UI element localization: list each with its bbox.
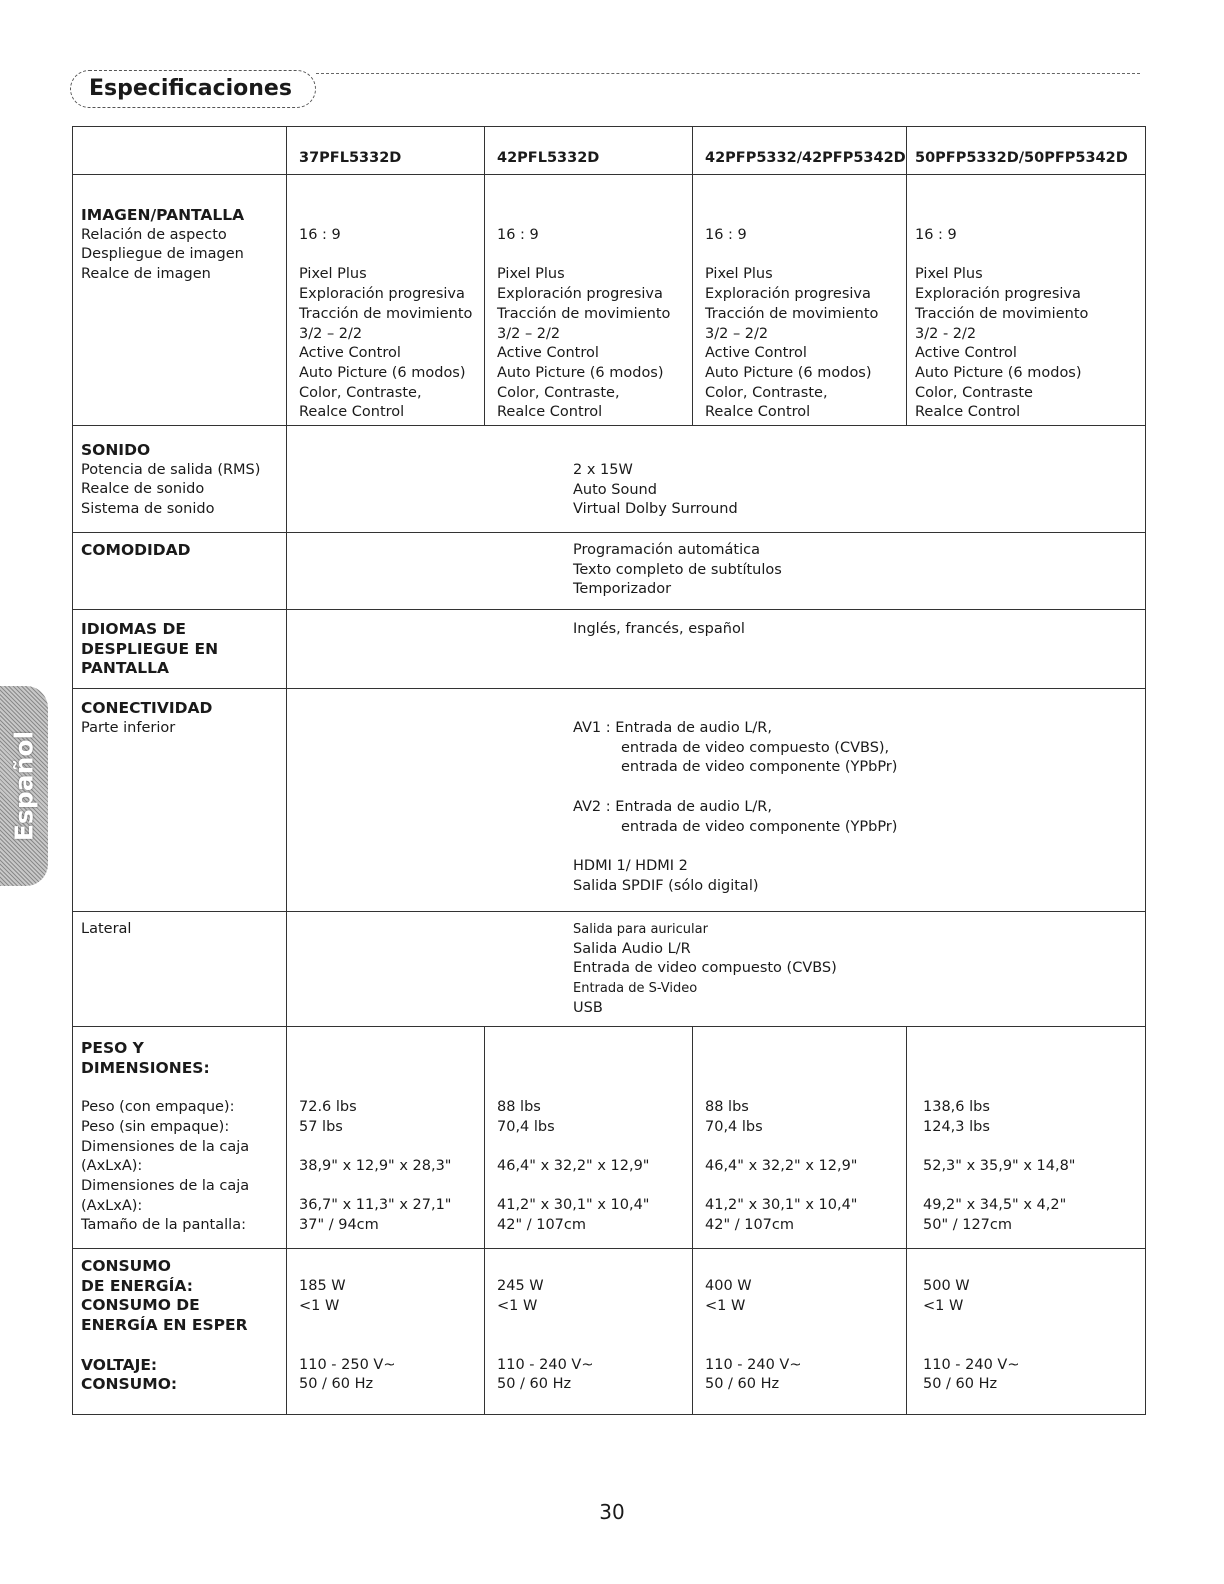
spec-value: <1 W [299,1297,340,1314]
spec-value: Active Control [497,345,599,362]
spec-value: Entrada de video compuesto (CVBS) [573,960,837,977]
spec-value: USB [573,999,603,1016]
corner-cell [73,127,287,175]
imagen-col-4 [907,175,1146,426]
spec-value: Auto Picture (6 modos) [299,364,466,381]
spec-value: Active Control [915,345,1017,362]
consumo-col-1 [287,1249,485,1415]
spec-label: Despliegue de imagen [81,246,244,263]
spec-value: Tracción de movimiento [705,305,879,322]
spec-value: 50" / 127cm [923,1217,1012,1234]
spec-value: Pixel Plus [705,266,773,283]
spec-label: Tamaño de la pantalla: [81,1217,246,1234]
spec-value: 50 / 60 Hz [923,1376,998,1393]
spec-value: 88 lbs [497,1099,541,1115]
spec-value: HDMI 1/ HDMI 2 [573,857,688,874]
spec-value: Realce Control [705,404,811,421]
spec-value: 70,4 lbs [705,1118,763,1135]
spec-label: (AxLxA): [81,1197,143,1214]
model-name: 50PFP5332D/50PFP5342D [915,150,1128,166]
model-header-row [73,127,1146,175]
spec-value: 400 W [705,1278,752,1294]
spec-value: Color, Contraste, [705,384,828,401]
spec-label: (AxLxA): [81,1158,143,1175]
spec-label: Realce de sonido [81,481,205,498]
conectividad-row [73,689,1146,912]
consumo-heading: CONSUMO: [81,1375,178,1394]
spec-value: <1 W [705,1297,746,1314]
spec-value: entrada de video compuesto (CVBS), [621,739,890,756]
spec-value: Active Control [299,345,401,362]
spec-value: 36,7" x 11,3" x 27,1" [299,1197,452,1214]
spec-value: 500 W [923,1278,970,1294]
spec-value: 50 / 60 Hz [497,1376,572,1393]
idiomas-row [73,610,1146,689]
spec-value: 37" / 94cm [299,1217,379,1234]
spec-value: 46,4" x 32,2" x 12,9" [497,1158,650,1175]
spec-value: Color, Contraste [915,384,1033,401]
comodidad-row [73,533,1146,610]
spec-value: 3/2 – 2/2 [497,325,561,342]
spec-value: 70,4 lbs [497,1118,555,1135]
spec-value: Tracción de movimiento [299,305,473,322]
spec-value: 16 : 9 [497,227,539,243]
spec-value: 38,9" x 12,9" x 28,3" [299,1158,452,1175]
spec-value: Realce Control [915,404,1021,421]
spec-value: 41,2" x 30,1" x 10,4" [497,1197,650,1214]
spec-value: 42" / 107cm [705,1217,794,1234]
spec-value: 110 - 250 V~ [299,1356,396,1373]
imagen-heading: IMAGEN/PANTALLA [81,206,245,224]
spec-value: 49,2" x 34,5" x 4,2" [923,1197,1067,1214]
spec-value: Auto Sound [573,481,657,498]
spec-value: Pixel Plus [915,266,983,283]
spec-value: 57 lbs [299,1118,343,1135]
spec-value: Auto Picture (6 modos) [497,364,664,381]
spec-label: Dimensiones de la caja [81,1177,250,1194]
spec-value: 138,6 lbs [923,1099,990,1115]
imagen-col-3 [693,175,907,426]
spec-label: Parte inferior [81,719,176,736]
spec-value: Exploración progresiva [705,286,871,303]
imagen-col-2 [485,175,693,426]
specifications-table [72,126,1146,1415]
spec-value: <1 W [497,1297,538,1314]
spec-value: 3/2 – 2/2 [299,325,363,342]
spec-value: Salida SPDIF (sólo digital) [573,877,759,894]
spec-value: Entrada de S-Video [573,981,698,997]
spec-value: Auto Picture (6 modos) [915,364,1082,381]
header-rule [316,73,1140,74]
consumo-col-3 [693,1249,907,1415]
spec-value: 50 / 60 Hz [705,1376,780,1393]
spec-value: Salida Audio L/R [573,940,691,957]
consumo-heading: CONSUMO [81,1257,171,1275]
spec-value: Virtual Dolby Surround [573,501,738,518]
idiomas-heading: IDIOMAS DE [81,620,187,638]
spec-value: 46,4" x 32,2" x 12,9" [705,1158,858,1175]
spec-value: 52,3" x 35,9" x 14,8" [923,1158,1076,1175]
consumo-heading: ENERGÍA EN ESPER [81,1316,248,1335]
consumo-heading: DE ENERGÍA: [81,1276,193,1295]
spec-value: Realce Control [299,404,405,421]
lateral-row [73,912,1146,1027]
spec-value: Color, Contraste, [497,384,620,401]
page-number: 30 [599,1500,625,1524]
spec-value: 16 : 9 [705,227,747,243]
spec-value: Programación automática [573,542,760,558]
imagen-row [73,175,1146,426]
spec-value: 2 x 15W [573,462,633,478]
comodidad-heading: COMODIDAD [81,541,191,559]
spec-value: 42" / 107cm [497,1217,586,1234]
peso-row [73,1027,1146,1249]
spec-value: Exploración progresiva [497,286,663,303]
consumo-row [73,1249,1146,1415]
spec-value: Auto Picture (6 modos) [705,364,872,381]
spec-label: Relación de aspecto [81,226,227,243]
idiomas-heading: DESPLIEGUE EN [81,639,219,658]
spec-label: Realce de imagen [81,266,211,283]
side-tab-label: Español [9,730,39,842]
spec-value: 124,3 lbs [923,1118,990,1135]
sonido-heading: SONIDO [81,441,151,459]
spec-value: Salida para auricular [573,922,708,937]
peso-col-4 [907,1027,1146,1249]
spec-label: Peso (con empaque): [81,1099,235,1116]
spec-value: Inglés, francés, español [573,621,745,637]
imagen-col-1 [287,175,485,426]
spec-value: AV2 : Entrada de audio L/R, [573,798,772,815]
spec-value: Pixel Plus [497,266,565,283]
spec-value: Active Control [705,345,807,362]
spec-value: Pixel Plus [299,266,367,283]
spec-value: 110 - 240 V~ [497,1356,594,1373]
consumo-col-4 [907,1249,1146,1415]
comodidad-values [287,533,1146,610]
model-name: 42PFL5332D [497,150,600,166]
spec-value: Tracción de movimiento [915,305,1089,322]
lateral-values [287,912,1146,1027]
spec-value: 88 lbs [705,1099,749,1115]
spec-value: entrada de video componente (YPbPr) [621,818,898,835]
spec-value: Texto completo de subtítulos [573,561,782,578]
model-name: 42PFP5332/42PFP5342D [705,150,906,166]
spec-value: Color, Contraste, [299,384,422,401]
conectividad-heading: CONECTIVIDAD [81,699,213,717]
spec-value: 16 : 9 [299,227,341,243]
spec-label: Sistema de sonido [81,501,215,518]
peso-col-3 [693,1027,907,1249]
spec-value: <1 W [923,1297,964,1314]
spec-value: 3/2 - 2/2 [915,325,977,342]
spec-value: 3/2 – 2/2 [705,325,769,342]
peso-heading: PESO Y [81,1039,144,1057]
peso-col-1 [287,1027,485,1249]
spec-value: 41,2" x 30,1" x 10,4" [705,1197,858,1214]
spec-value: 50 / 60 Hz [299,1376,374,1393]
spec-label: Potencia de salida (RMS) [81,461,261,478]
language-side-tab [0,686,48,886]
conectividad-values [287,689,1146,912]
model-name: 37PFL5332D [299,150,402,166]
spec-value: 16 : 9 [915,227,957,243]
peso-col-2 [485,1027,693,1249]
spec-value: 72.6 lbs [299,1099,357,1115]
spec-value: Exploración progresiva [915,286,1081,303]
consumo-heading: VOLTAJE: [81,1355,158,1374]
spec-value: Realce Control [497,404,603,421]
peso-heading: DIMENSIONES: [81,1058,210,1077]
spec-value: 110 - 240 V~ [923,1356,1020,1373]
idiomas-values [287,610,1146,689]
spec-label: Lateral [81,921,132,937]
idiomas-heading: PANTALLA [81,659,170,678]
spec-label: Dimensiones de la caja [81,1138,250,1155]
sonido-values [287,426,1146,533]
spec-value: 245 W [497,1278,544,1294]
consumo-heading: CONSUMO DE [81,1296,200,1315]
spec-value: AV1 : Entrada de audio L/R, [573,720,772,736]
spec-value: Temporizador [573,581,672,598]
spec-value: 185 W [299,1278,346,1294]
sonido-row [73,426,1146,533]
consumo-col-2 [485,1249,693,1415]
section-title: Especificaciones [70,70,316,108]
spec-value: Exploración progresiva [299,286,465,303]
spec-value: 110 - 240 V~ [705,1356,802,1373]
spec-label: Peso (sin empaque): [81,1118,230,1135]
spec-value: entrada de video componente (YPbPr) [621,759,898,776]
spec-value: Tracción de movimiento [497,305,671,322]
